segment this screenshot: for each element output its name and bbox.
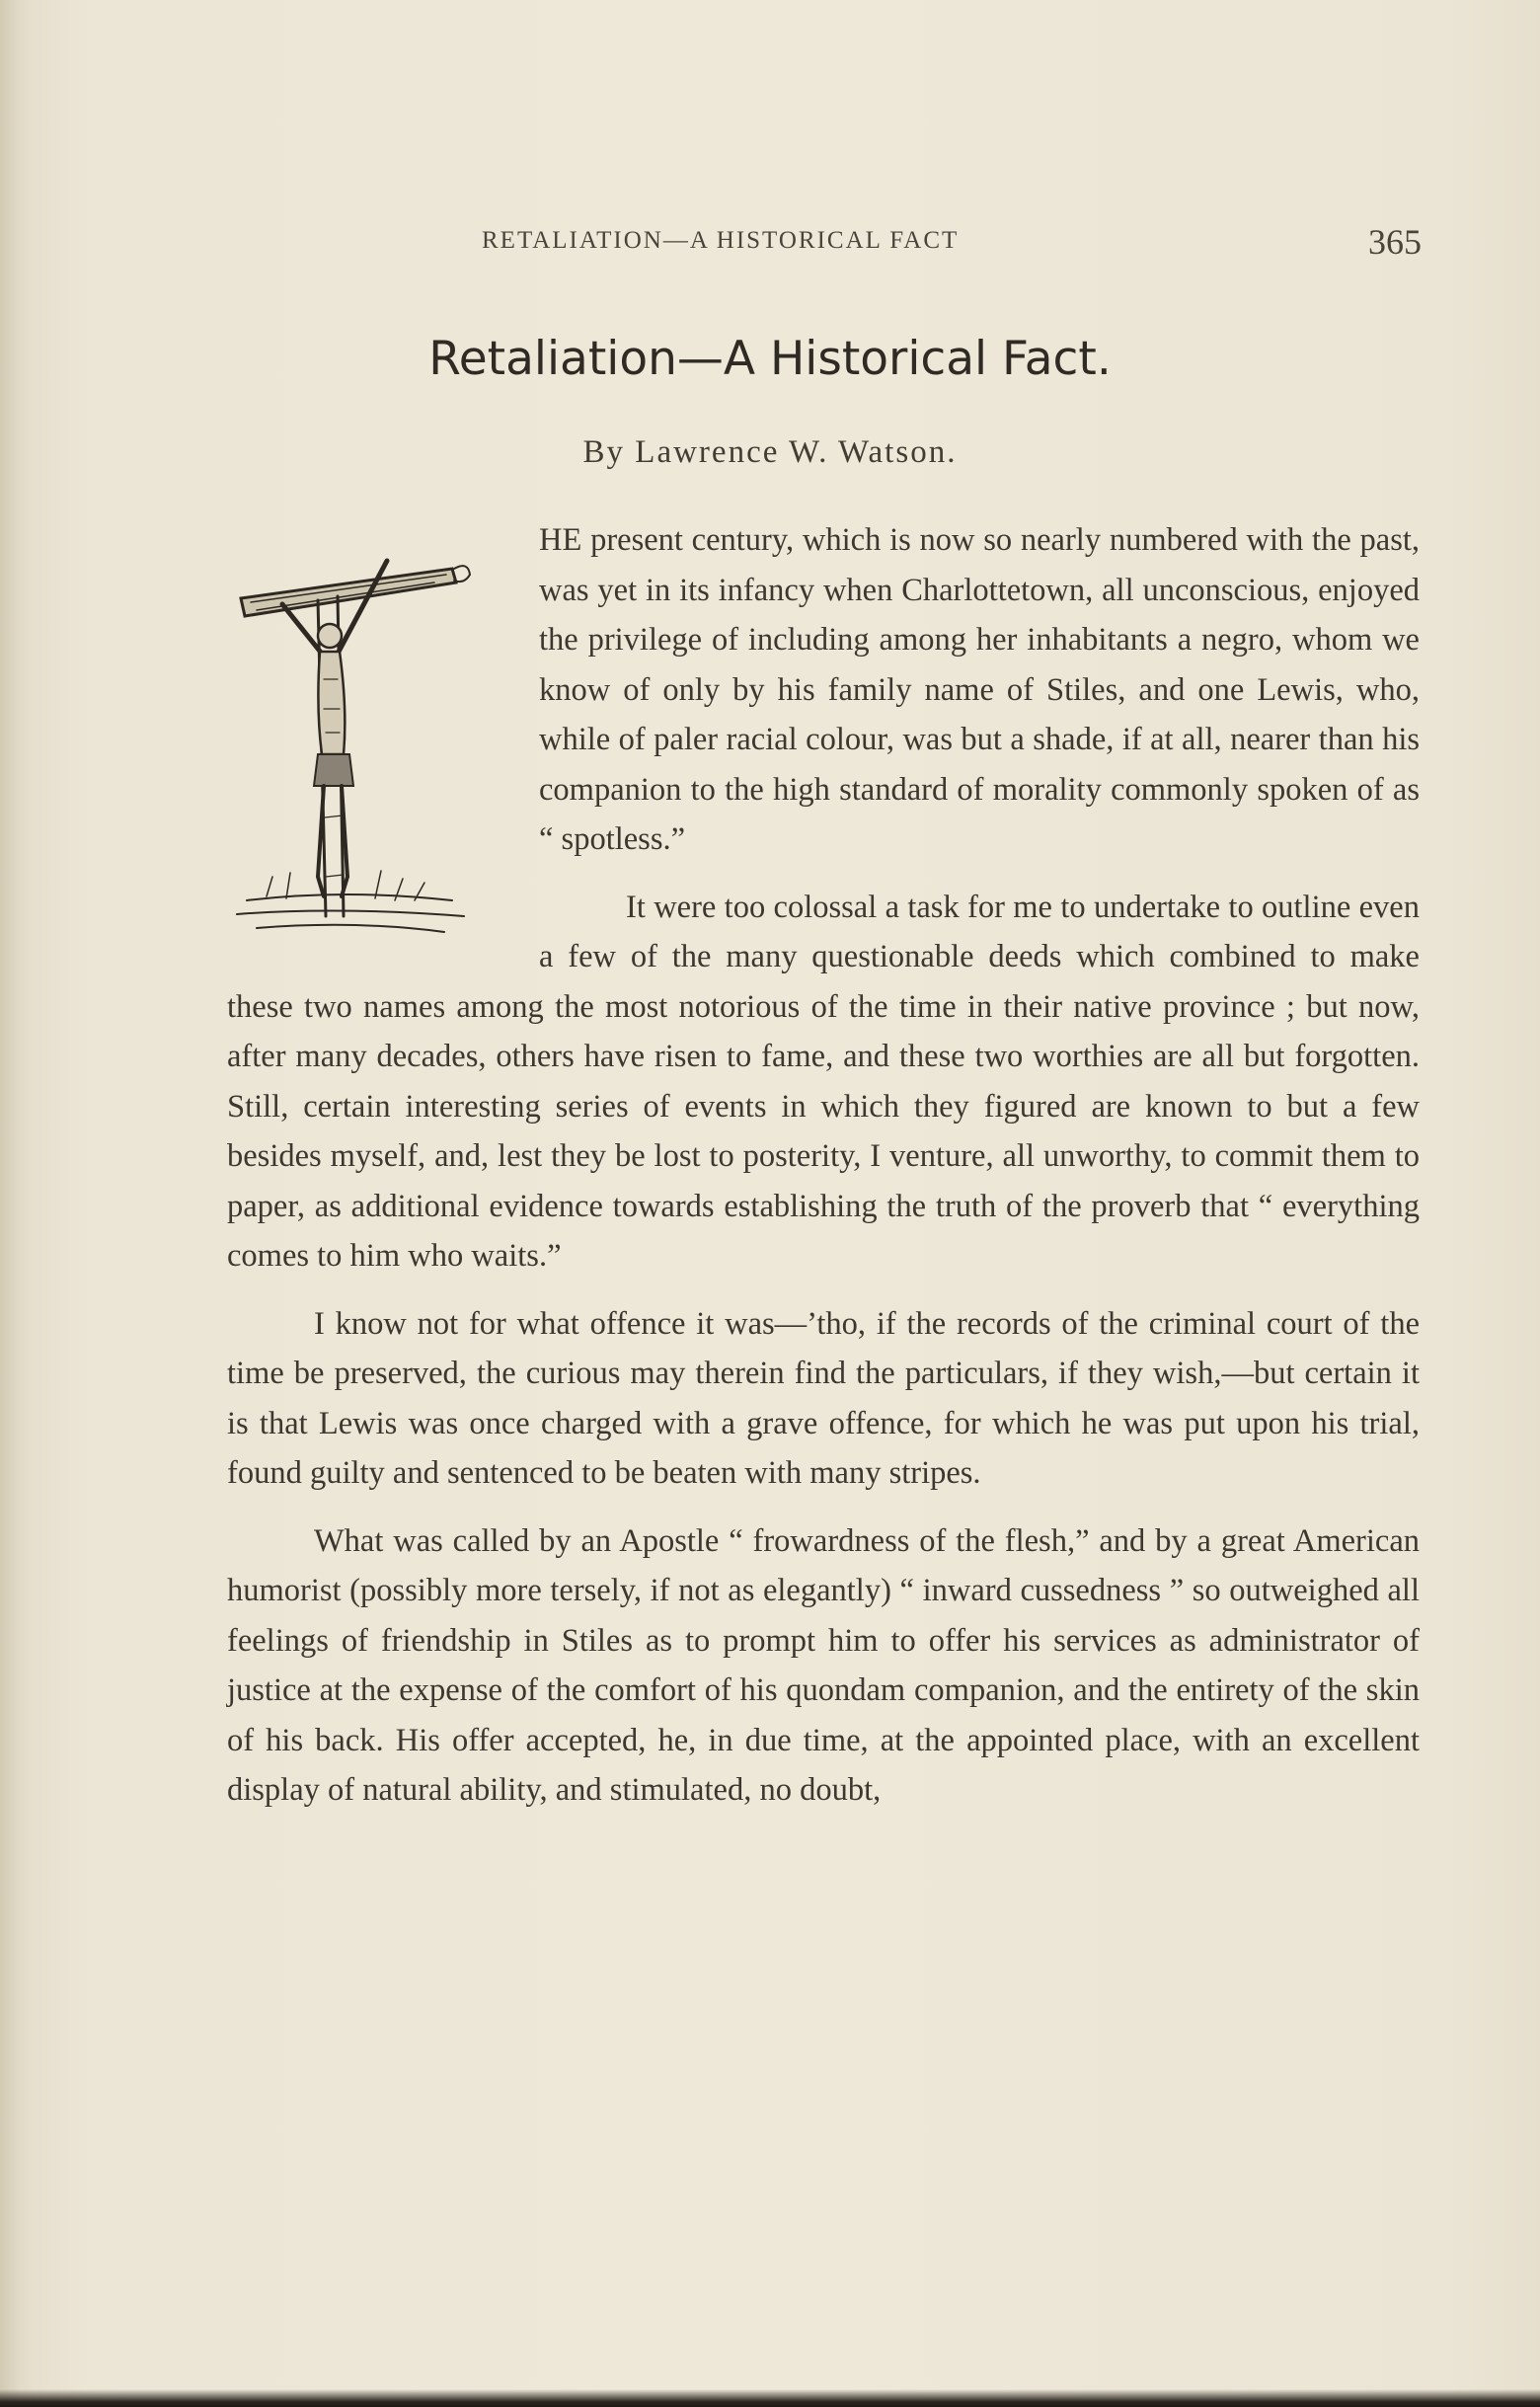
article-title: Retaliation—A Historical Fact.: [428, 332, 1112, 386]
running-head: [227, 221, 1422, 271]
page-bottom-edge: [0, 2389, 1540, 2407]
paragraph-1: [227, 515, 1420, 865]
page-number: 365: [1368, 222, 1422, 262]
article-byline: By Lawrence W. Watson.: [582, 434, 958, 470]
paragraph-2: It were too colossal a task for me to undertake to outline even a few of the many questionable deeds which combined to make these two names among the most notorious of the time in their native province ; but now, after many decades, others have risen to fame, and these two worthies are all but forgotten. Still, certain interesting series of events in which they figured are known to but a few besides myself, and, lest they be lost to posterity, I venture, all unworthy, to commit them to paper, as additional evidence towards establishing the truth of the proverb that “ everything comes to him who waits.”: [227, 889, 1420, 1274]
paragraph-1-text: HE present century, which is now so nearly numbered with the past, was yet in its infancy when Charlottetown, all unconscious, enjoyed the privilege of including among her inhabitants a negro, whom we know of only by his family name of Stiles, and one Lewis, who, while of paler racial colour, was but a shade, if at all, nearer than his companion to the high standard of morality commonly spoken of as “ spotless.”: [539, 522, 1420, 857]
article-body: [227, 515, 1420, 1816]
paragraph-3: I know not for what offence it was—’tho, if the records of the criminal court of the time be preserved, the curious may therein find the particulars, if they wish,—but certain it is that Lewis was once charged with a grave offence, for which he was put upon his trial, found guilty and sentenced to be beaten with many stripes.: [227, 1305, 1420, 1491]
paragraph-4: What was called by an Apostle “ frowardness of the flesh,” and by a great American humorist (possibly more tersely, if not as elegantly) “ inward cussedness ” so outweighed all feelings of friendship in Stiles as to prompt him to offer his services as administrator of justice at the expense of the comfort of his quondam companion, and the entirety of the skin of his back. His offer accepted, he, in due time, at the appointed place, with an excellent display of natural ability, and stimulated, no doubt,: [227, 1522, 1420, 1808]
running-head-title: RETALIATION—A HISTORICAL FACT: [482, 227, 960, 254]
dropcap-illustration-icon: [227, 521, 523, 956]
